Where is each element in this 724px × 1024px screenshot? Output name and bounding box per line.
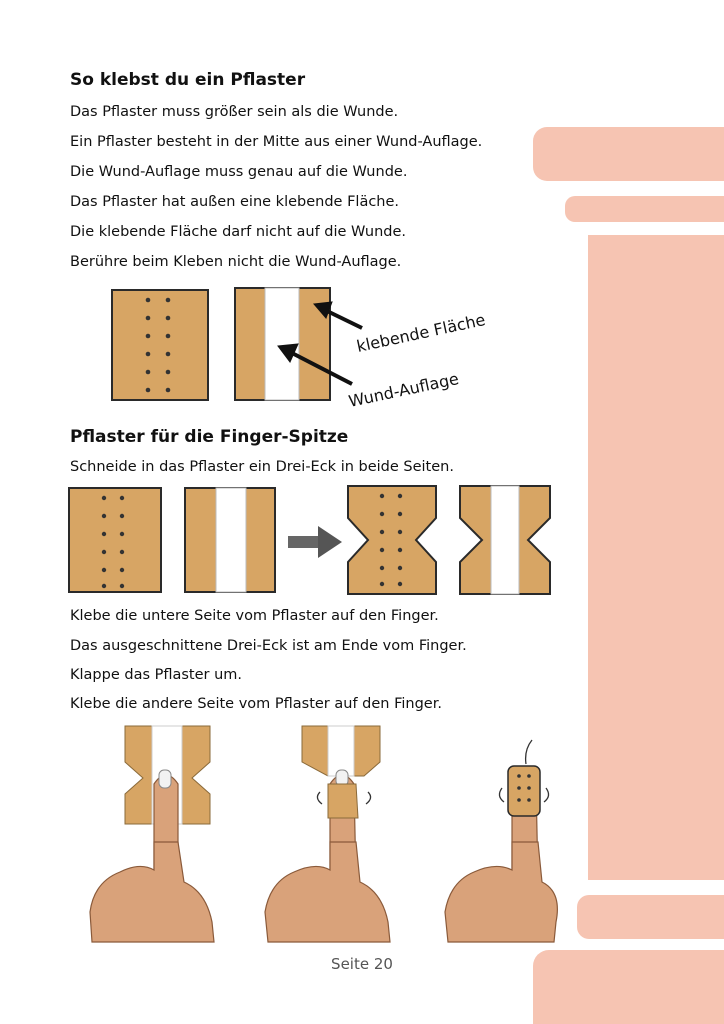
cut-triangles-diagram xyxy=(66,482,562,604)
sidebar-tab-lower xyxy=(577,895,724,939)
plaster-diagram xyxy=(100,280,500,415)
plaster-front-cut-illustration xyxy=(460,486,550,594)
section-title-fingertip: Pflaster für die Finger-Spitze xyxy=(70,427,349,447)
plaster-back-illustration xyxy=(69,488,161,592)
finger-step-1-illustration xyxy=(90,726,214,942)
plaster-back-illustration xyxy=(112,290,208,400)
text-line: Schneide in das Pflaster ein Drei-Eck in beide Seiten. xyxy=(70,459,454,475)
text-line: Klebe die untere Seite vom Pflaster auf den Finger. xyxy=(70,608,439,624)
text-line: Die Wund-Auflage muss genau auf die Wunde. xyxy=(70,164,408,180)
plaster-back-cut-illustration xyxy=(348,486,436,594)
sidebar-tab-top xyxy=(533,127,724,181)
finger-steps-diagram xyxy=(80,722,560,944)
label-pad: Wund-Auflage xyxy=(346,369,461,411)
sidebar-tab-small xyxy=(565,196,724,222)
text-line: Das Pflaster hat außen eine klebende Fläche. xyxy=(70,194,400,210)
section-title-plaster: So klebst du ein Pflaster xyxy=(70,70,306,90)
text-line: Berühre beim Kleben nicht die Wund-Auflage. xyxy=(70,254,402,270)
finger-step-2-illustration xyxy=(265,726,390,942)
plaster-front-illustration xyxy=(185,488,275,592)
text-line: Das Pflaster muss größer sein als die Wunde. xyxy=(70,104,399,120)
text-line: Klappe das Pflaster um. xyxy=(70,667,243,683)
arrow-right-icon xyxy=(288,526,342,558)
text-line: Ein Pflaster besteht in der Mitte aus einer Wund-Auflage. xyxy=(70,134,483,150)
page-number: Seite 20 xyxy=(331,955,393,973)
text-line: Klebe die andere Seite vom Pflaster auf den Finger. xyxy=(70,696,442,712)
finger-step-3-illustration xyxy=(445,740,557,942)
label-adhesive: klebende Fläche xyxy=(354,310,487,356)
text-line: Das ausgeschnittene Drei-Eck ist am Ende vom Finger. xyxy=(70,638,467,654)
text-line: Die klebende Fläche darf nicht auf die Wunde. xyxy=(70,224,406,240)
sidebar-column xyxy=(588,235,724,880)
